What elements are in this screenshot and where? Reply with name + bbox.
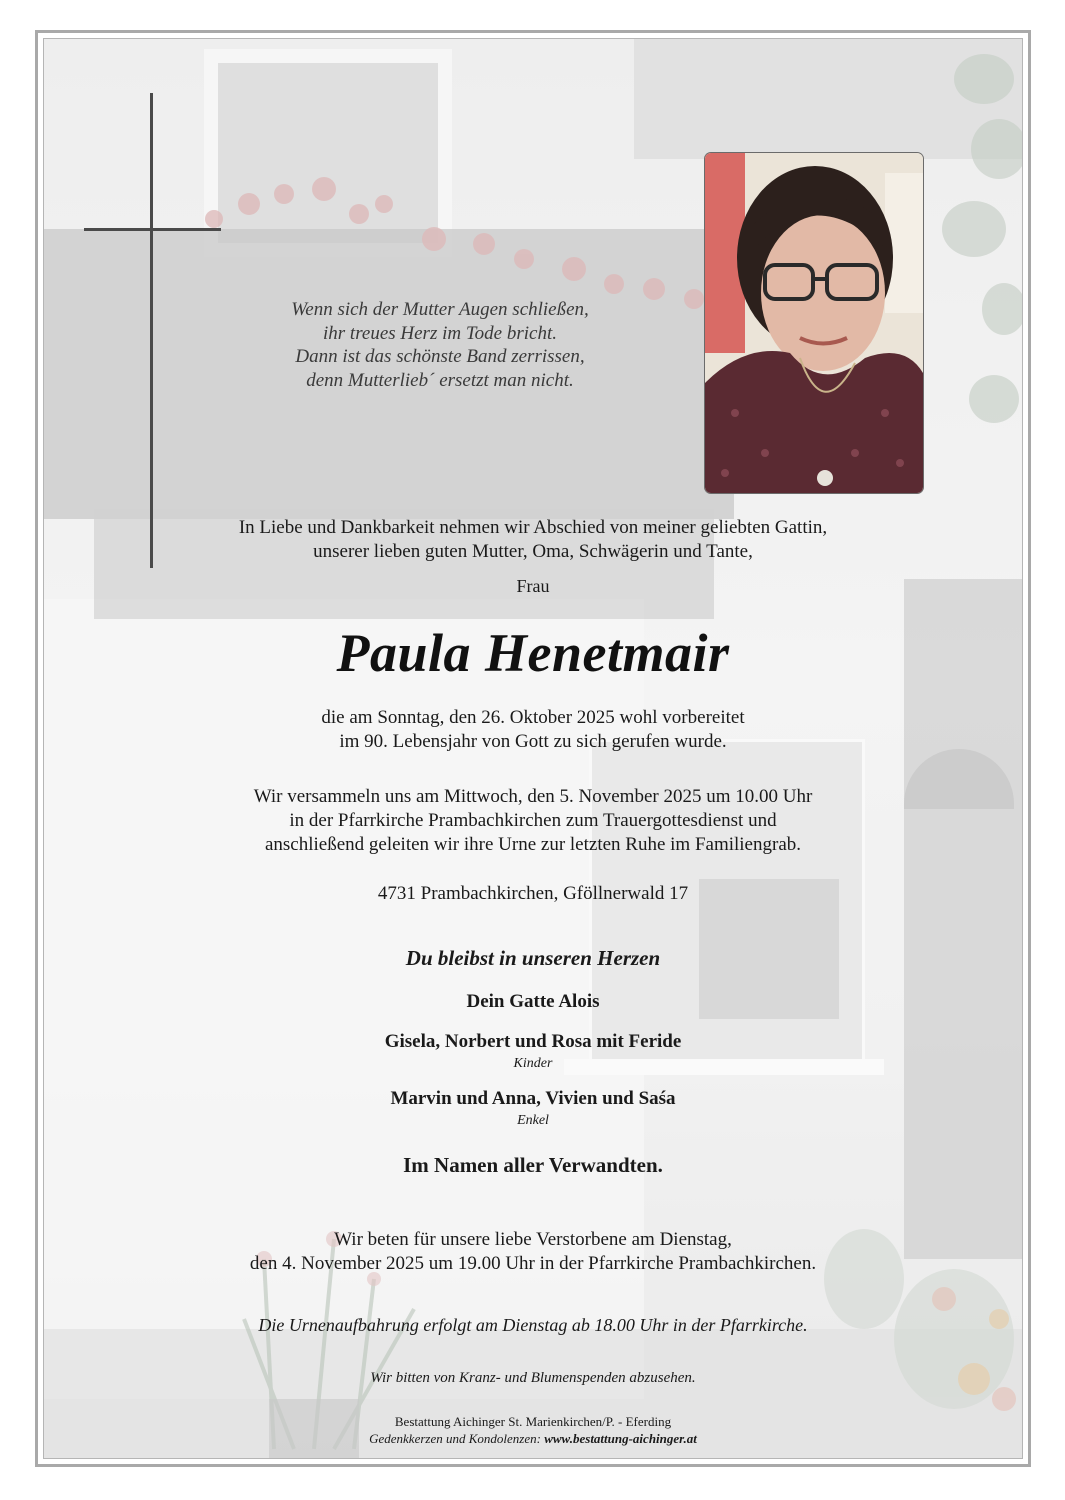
- mourner-spouse: Dein Gatte Alois: [466, 991, 600, 1012]
- urn-viewing-info: Die Urnenaufbahrung erfolgt am Dienstag ab 18.00 Uhr in der Pfarrkirche.: [258, 1315, 808, 1335]
- farewell-intro: In Liebe und Dankbarkeit nehmen wir Abschied von meiner geliebten Gattin, unserer lieben guten Mutter, Oma, Schwägerin und Tante,: [238, 517, 828, 562]
- motto: Du bleibst in unseren Herzen: [405, 946, 661, 970]
- portrait-woman-image: [705, 153, 923, 493]
- cross-horizontal-bar: [84, 228, 221, 231]
- death-notice: die am Sonntag, den 26. Oktober 2025 wohl vorbereitet im 90. Lebensjahr von Gott zu sich gerufen wurde.: [321, 707, 745, 752]
- portrait-photo: [705, 153, 923, 493]
- funeral-service-info: Wir versammeln uns am Mittwoch, den 5. November 2025 um 10.00 Uhr in der Pfarrkirche Prambachkirchen zum Trauergottesdienst und anschließend geleiten wir ihre Urne zur letzten Ruhe im Familiengrab.: [253, 786, 813, 855]
- mourner-grandchildren: Marvin und Anna, Vivien und Saśa: [390, 1088, 676, 1109]
- funeral-home: Bestattung Aichinger St. Marienkirchen/P. - Eferding: [394, 1414, 672, 1429]
- cross-vertical-bar: [150, 93, 153, 568]
- deceased-name: Paula Henetmair: [336, 623, 730, 683]
- salutation: Frau: [516, 576, 550, 596]
- condolence-line: [43, 1431, 1023, 1447]
- condolence-label: Gedenkkerzen und Kondolenzen:: [369, 1431, 541, 1446]
- flowers-note: Wir bitten von Kranz- und Blumenspenden abzusehen.: [370, 1370, 696, 1386]
- mourner-children: Gisela, Norbert und Rosa mit Feride: [384, 1031, 682, 1052]
- mourner-grandchildren-role: Enkel: [517, 1113, 549, 1128]
- website-link[interactable]: www.bestattung-aichinger.at: [544, 1431, 697, 1446]
- mourner-relatives: Im Namen aller Verwandten.: [403, 1153, 663, 1177]
- prayer-service-info: Wir beten für unsere liebe Verstorbene am Dienstag, den 4. November 2025 um 19.00 Uhr in der Pfarrkirche Prambachkirchen.: [249, 1229, 817, 1274]
- memorial-poem: Wenn sich der Mutter Augen schließen, ihr treues Herz im Tode bricht. Dann ist das schönste Band zerrissen, denn Mutterlieb´ ersetzt man nicht.: [291, 299, 589, 391]
- address: 4731 Prambachkirchen, Gföllnerwald 17: [377, 883, 689, 904]
- mourner-children-role: Kinder: [513, 1056, 553, 1071]
